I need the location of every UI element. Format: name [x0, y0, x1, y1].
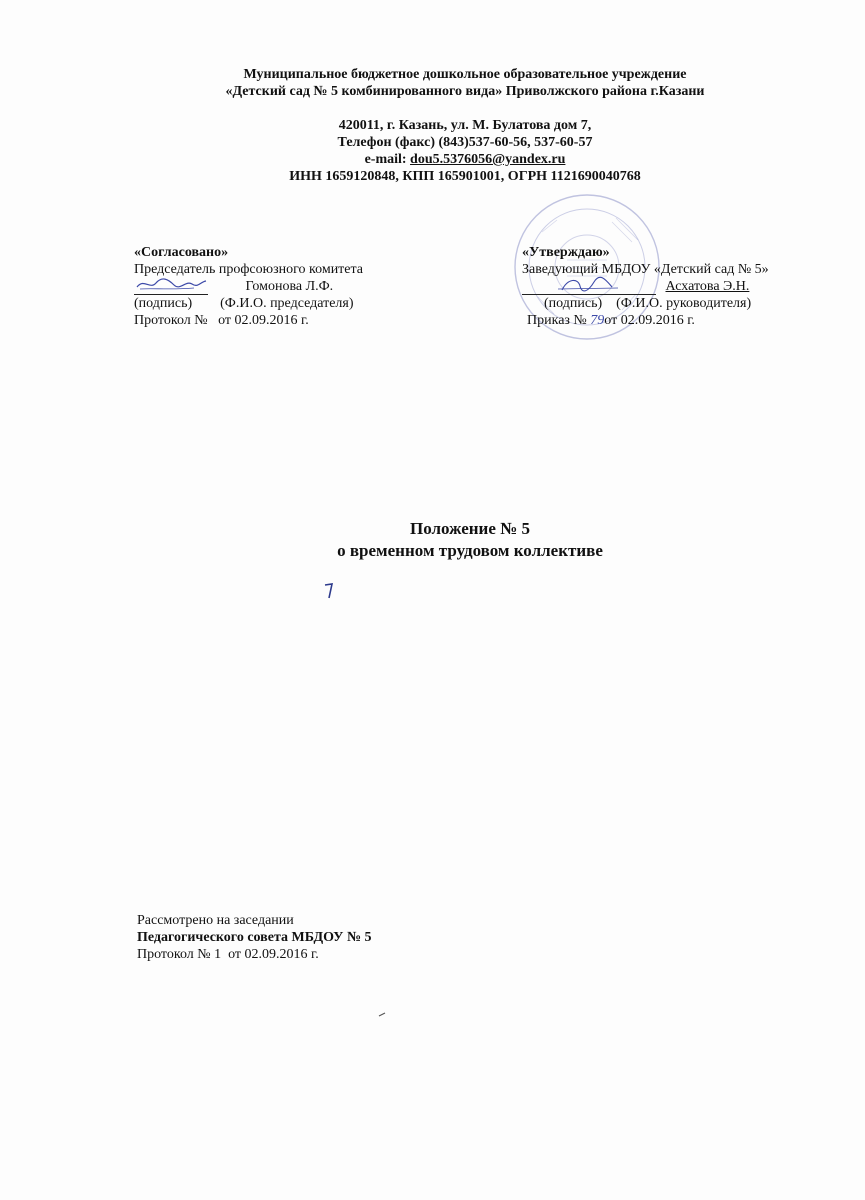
email-link[interactable]: dou5.5376056@yandex.ru [410, 152, 566, 167]
ink-speck [378, 1012, 388, 1018]
review-line2: Педагогического совета МБДОУ № 5 [137, 930, 372, 945]
signature-line [522, 280, 656, 295]
agreed-signature-row [134, 278, 464, 295]
org-address: 420011, г. Казань, ул. М. Булатова дом 7, [338, 118, 592, 133]
email-label: e-mail: [364, 152, 411, 167]
agreed-position: Председатель профсоюзного комитета [134, 262, 364, 277]
approved-position: Заведующий МБДОУ «Детский сад № 5» [522, 262, 769, 277]
review-line1: Рассмотрено на заседании [137, 913, 294, 928]
order-number: 79 [590, 313, 605, 328]
approved-block [522, 244, 822, 329]
agreed-name: Гомонова Л.Ф. [245, 279, 334, 294]
org-registration: ИНН 1659120848, КПП 165901001, ОГРН 1121690040768 [289, 169, 641, 184]
handwritten-signature [522, 276, 656, 294]
agreed-protocol: Протокол № от 02.09.2016 г. [134, 313, 309, 328]
org-name-line2: «Детский сад № 5 комбинированного вида» Приволжского района г.Казани [225, 84, 705, 99]
approved-signature-row [522, 278, 822, 295]
agreed-heading: «Согласовано» [134, 245, 229, 260]
review-line3: Протокол № 1 от 02.09.2016 г. [137, 947, 319, 962]
document-title [230, 518, 710, 562]
organization-header [60, 66, 865, 185]
org-name-line1: Муниципальное бюджетное дошкольное образовательное учреждение [243, 67, 687, 82]
signature-line [134, 280, 208, 295]
order-date: от 02.09.2016 г. [604, 313, 695, 328]
org-email-line [60, 151, 865, 168]
handwritten-signature [134, 276, 208, 292]
title-line1: Положение № 5 [410, 519, 530, 538]
ink-mark [324, 582, 334, 600]
approved-name: Асхатова Э.Н. [665, 279, 750, 294]
approved-order [522, 312, 822, 329]
agreed-block [134, 244, 464, 329]
approved-heading: «Утверждаю» [522, 245, 610, 260]
title-line2: о временном трудовом коллективе [337, 541, 603, 560]
review-block [137, 912, 537, 963]
order-prefix: Приказ № [527, 313, 591, 328]
approved-captions: (подпись) (Ф.И.О. руководителя) [544, 296, 752, 311]
org-phone: Телефон (факс) (843)537-60-56, 537-60-57 [337, 135, 593, 150]
agreed-captions: (подпись) (Ф.И.О. председателя) [134, 296, 354, 311]
